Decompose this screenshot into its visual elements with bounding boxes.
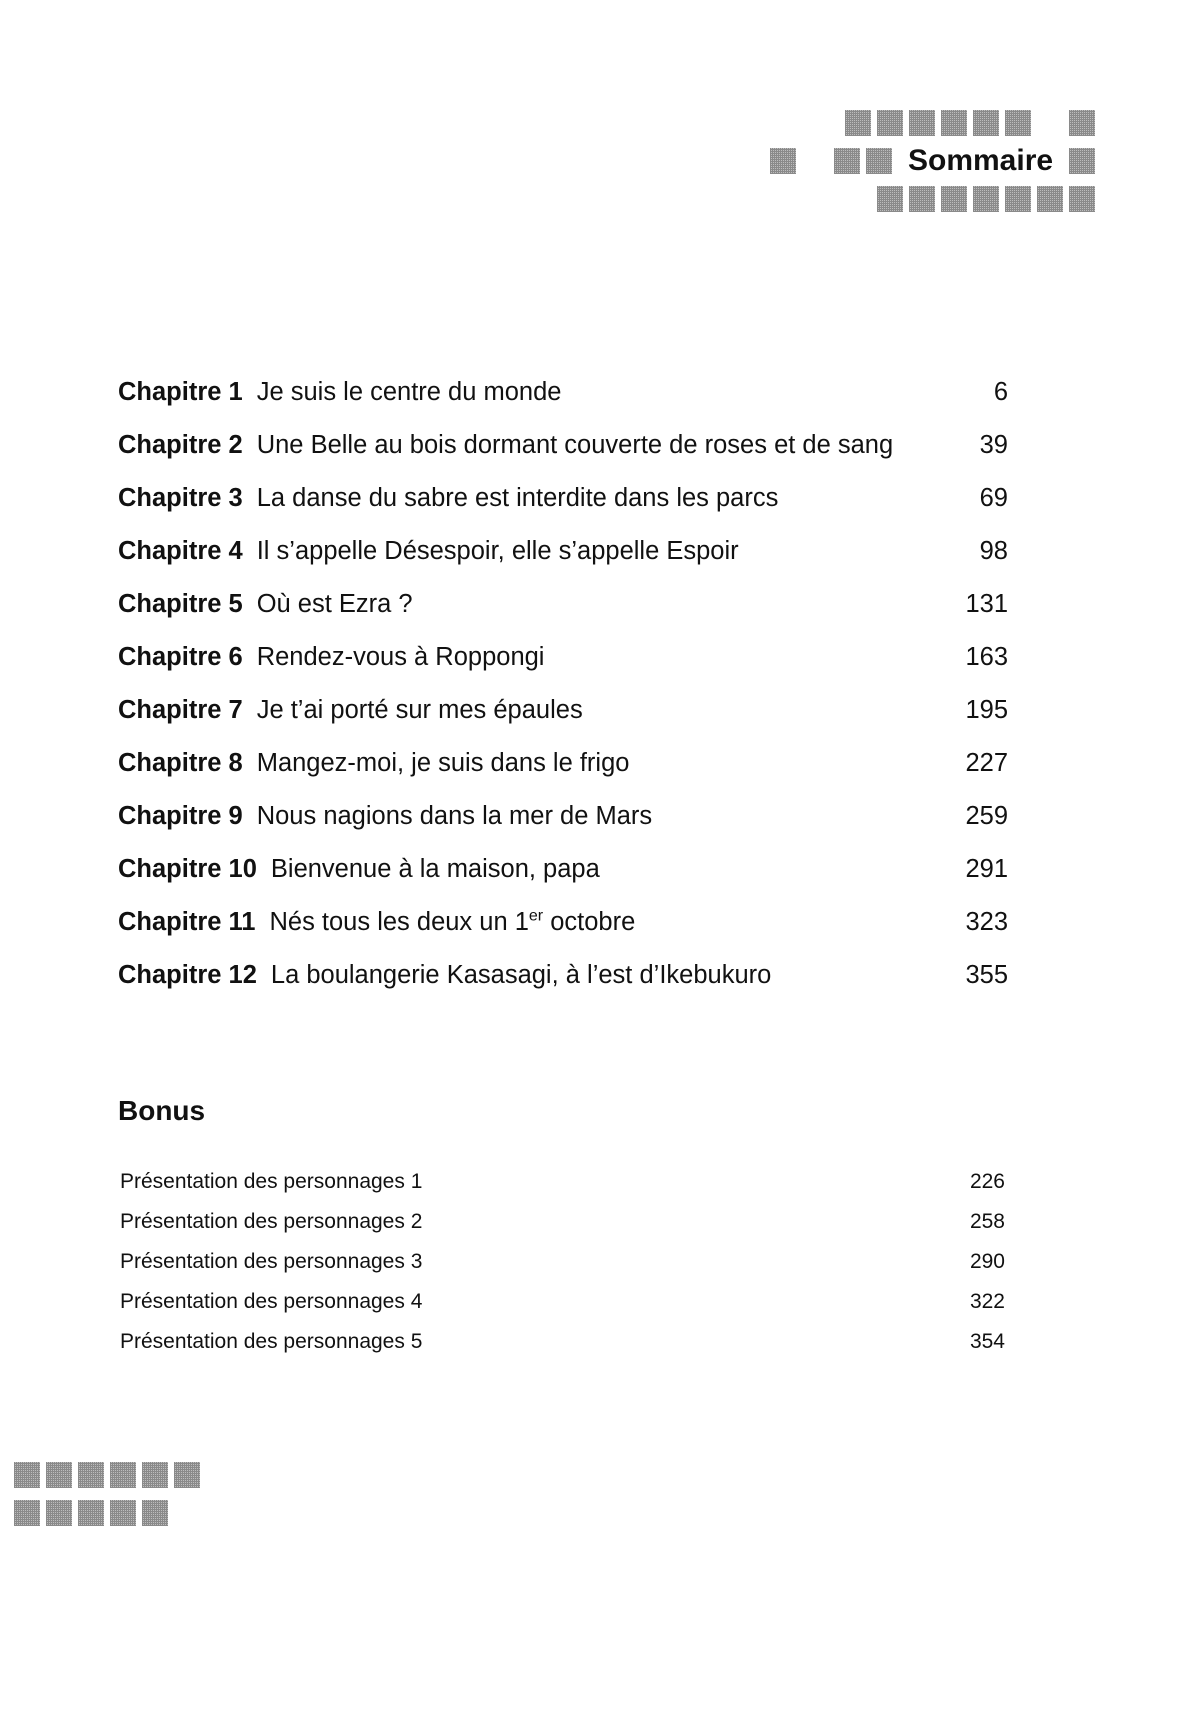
toc-chapter-label: Chapitre 5 bbox=[118, 590, 243, 618]
toc-entry-title: Rendez-vous à Roppongi bbox=[256, 643, 545, 671]
deco-cell bbox=[1069, 110, 1095, 136]
deco-cell bbox=[14, 1500, 40, 1526]
toc-page-number: 323 bbox=[965, 908, 1008, 936]
deco-cell bbox=[877, 186, 903, 212]
toc-entry[interactable] bbox=[118, 378, 1008, 431]
toc-entry[interactable] bbox=[118, 961, 1008, 1014]
toc-entry-title: Je suis le centre du monde bbox=[256, 378, 562, 406]
page-title: Sommaire bbox=[898, 148, 1063, 174]
toc-page-number: 39 bbox=[979, 431, 1008, 459]
bonus-page-number: 322 bbox=[969, 1290, 1005, 1313]
deco-cell bbox=[142, 1500, 168, 1526]
toc-entry-title: Où est Ezra ? bbox=[256, 590, 413, 618]
deco-cell bbox=[877, 110, 903, 136]
deco-cell bbox=[866, 148, 892, 174]
deco-cell bbox=[909, 110, 935, 136]
toc-page-number: 163 bbox=[965, 643, 1008, 671]
toc-page-number: 6 bbox=[993, 378, 1008, 406]
toc-entry[interactable] bbox=[118, 590, 1008, 643]
toc-chapter-label: Chapitre 12 bbox=[118, 961, 257, 989]
deco-cell bbox=[845, 110, 871, 136]
toc-entry[interactable] bbox=[118, 643, 1008, 696]
toc-chapter-label: Chapitre 1 bbox=[118, 378, 243, 406]
list-item[interactable] bbox=[120, 1170, 1005, 1210]
deco-cell bbox=[941, 110, 967, 136]
toc-page-number: 259 bbox=[965, 802, 1008, 830]
bonus-entry-label: Présentation des personnages 4 bbox=[120, 1290, 423, 1313]
table-of-contents bbox=[118, 378, 1008, 1014]
deco-cell-blank bbox=[1037, 110, 1063, 136]
toc-page-number: 355 bbox=[965, 961, 1008, 989]
toc-entry[interactable] bbox=[118, 431, 1008, 484]
footer-deco-row-top bbox=[14, 1462, 200, 1488]
deco-cell bbox=[14, 1462, 40, 1488]
toc-entry[interactable] bbox=[118, 855, 1008, 908]
deco-cell bbox=[110, 1500, 136, 1526]
toc-page-number: 227 bbox=[965, 749, 1008, 777]
toc-entry[interactable] bbox=[118, 696, 1008, 749]
list-item[interactable] bbox=[120, 1250, 1005, 1290]
toc-chapter-label: Chapitre 8 bbox=[118, 749, 243, 777]
bonus-page-number: 290 bbox=[969, 1250, 1005, 1273]
deco-cell bbox=[941, 186, 967, 212]
bonus-page-number: 226 bbox=[969, 1170, 1005, 1193]
toc-entry-title: Une Belle au bois dormant couverte de roses et de sang bbox=[256, 431, 894, 459]
toc-chapter-label: Chapitre 7 bbox=[118, 696, 243, 724]
bonus-list bbox=[120, 1170, 1005, 1370]
toc-entry[interactable] bbox=[118, 749, 1008, 802]
toc-page-number: 291 bbox=[965, 855, 1008, 883]
deco-cell bbox=[142, 1462, 168, 1488]
toc-chapter-label: Chapitre 11 bbox=[118, 908, 256, 936]
bonus-entry-label: Présentation des personnages 5 bbox=[120, 1330, 423, 1353]
toc-chapter-label: Chapitre 2 bbox=[118, 431, 243, 459]
bonus-entry-label: Présentation des personnages 1 bbox=[120, 1170, 423, 1193]
toc-entry[interactable] bbox=[118, 484, 1008, 537]
toc-chapter-label: Chapitre 10 bbox=[118, 855, 257, 883]
toc-entry-title bbox=[269, 908, 948, 937]
deco-cell bbox=[973, 186, 999, 212]
toc-page-number: 69 bbox=[979, 484, 1008, 512]
toc-entry-title: Nous nagions dans la mer de Mars bbox=[256, 802, 653, 830]
list-item[interactable] bbox=[120, 1290, 1005, 1330]
toc-title-part: octobre bbox=[543, 908, 636, 936]
bonus-entry-label: Présentation des personnages 2 bbox=[120, 1210, 423, 1233]
deco-cell bbox=[1037, 186, 1063, 212]
deco-cell bbox=[78, 1500, 104, 1526]
toc-entry-title: Mangez-moi, je suis dans le frigo bbox=[256, 749, 630, 777]
toc-page-number: 131 bbox=[965, 590, 1008, 618]
deco-cell bbox=[78, 1462, 104, 1488]
toc-chapter-label: Chapitre 4 bbox=[118, 537, 243, 565]
toc-title-part: Nés tous les deux un 1 bbox=[269, 908, 529, 936]
toc-title-ordinal-suffix: er bbox=[528, 907, 544, 925]
toc-entry-title: La boulangerie Kasasagi, à l’est d’Ikebukuro bbox=[270, 961, 772, 989]
footer-decoration bbox=[14, 1462, 200, 1532]
bonus-page-number: 258 bbox=[969, 1210, 1005, 1233]
toc-entry[interactable] bbox=[118, 802, 1008, 855]
header-deco-row-middle bbox=[770, 144, 1095, 177]
list-item[interactable] bbox=[120, 1330, 1005, 1370]
deco-cell bbox=[174, 1462, 200, 1488]
toc-entry-title: Bienvenue à la maison, papa bbox=[270, 855, 600, 883]
toc-page-number: 98 bbox=[979, 537, 1008, 565]
toc-chapter-label: Chapitre 3 bbox=[118, 484, 243, 512]
deco-cell bbox=[834, 148, 860, 174]
toc-entry-title: La danse du sabre est interdite dans les parcs bbox=[256, 484, 779, 512]
deco-cell bbox=[1069, 186, 1095, 212]
toc-entry-title: Il s’appelle Désespoir, elle s’appelle Espoir bbox=[256, 537, 739, 565]
deco-cell bbox=[1069, 148, 1095, 174]
deco-cell-blank bbox=[174, 1500, 200, 1526]
toc-entry[interactable] bbox=[118, 908, 1008, 961]
toc-page-number: 195 bbox=[965, 696, 1008, 724]
toc-chapter-label: Chapitre 9 bbox=[118, 802, 243, 830]
footer-deco-row-bottom bbox=[14, 1500, 200, 1526]
deco-cell-blank bbox=[802, 148, 828, 174]
toc-entry[interactable] bbox=[118, 537, 1008, 590]
toc-entry-title: Je t’ai porté sur mes épaules bbox=[256, 696, 583, 724]
deco-cell bbox=[1005, 186, 1031, 212]
header-deco-row-top bbox=[770, 110, 1095, 136]
deco-cell bbox=[46, 1462, 72, 1488]
deco-cell bbox=[46, 1500, 72, 1526]
deco-cell bbox=[909, 186, 935, 212]
toc-chapter-label: Chapitre 6 bbox=[118, 643, 243, 671]
header-decoration bbox=[770, 110, 1090, 206]
deco-cell bbox=[110, 1462, 136, 1488]
bonus-page-number: 354 bbox=[969, 1330, 1005, 1353]
header-deco-row-bottom bbox=[770, 186, 1095, 212]
deco-cell bbox=[1005, 110, 1031, 136]
bonus-heading: Bonus bbox=[118, 1095, 206, 1126]
bonus-entry-label: Présentation des personnages 3 bbox=[120, 1250, 423, 1273]
deco-cell bbox=[770, 148, 796, 174]
list-item[interactable] bbox=[120, 1210, 1005, 1250]
deco-cell bbox=[973, 110, 999, 136]
